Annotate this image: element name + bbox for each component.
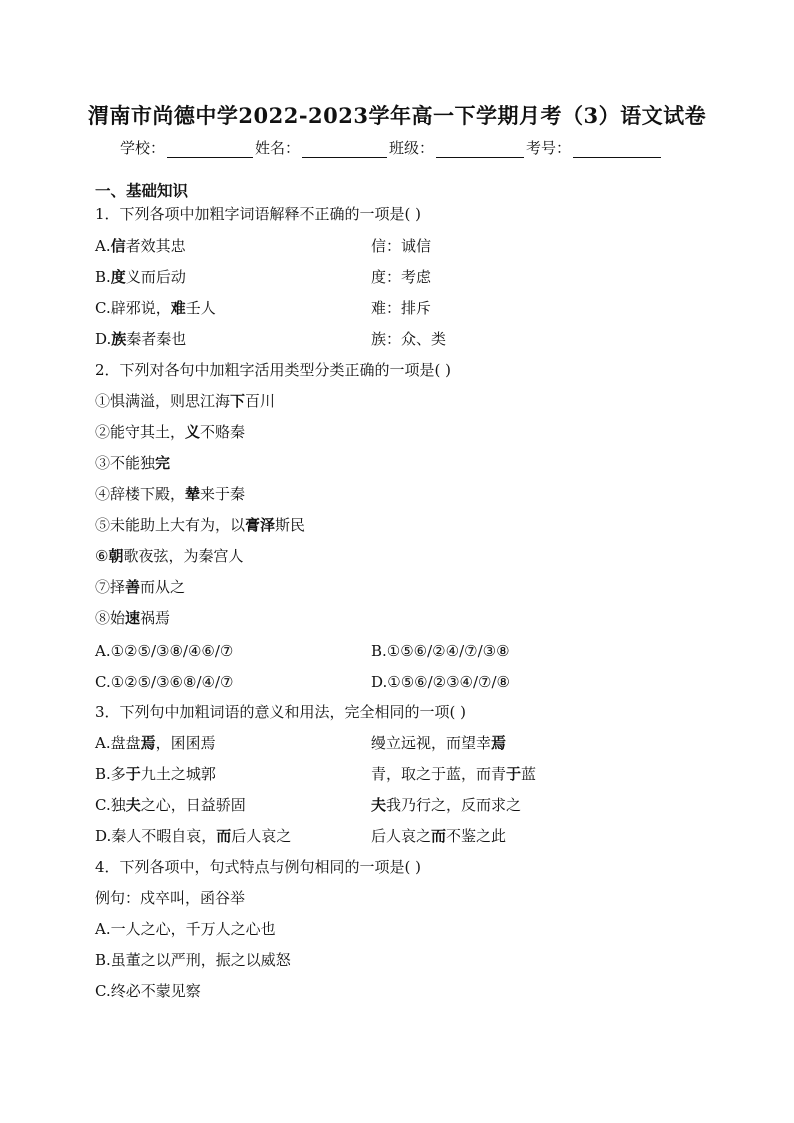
q3-option-b: B.多于九土之城郭 青，取之于蓝，而青于蓝 (95, 765, 537, 783)
q2-option-b: B.①⑤⑥/②④/⑦/③⑧ (371, 642, 510, 660)
q1-stem: 1．下列各项中加粗字词语解释不正确的一项是( ) (95, 205, 422, 223)
q2-option-d: D.①⑤⑥/②③④/⑦/⑧ (371, 673, 510, 691)
number-label: 考号： (526, 139, 572, 157)
q1-option-c: C.辟邪说，难壬人 难：排斥 (95, 299, 432, 317)
class-label: 班级： (389, 139, 435, 157)
student-info-fields (120, 137, 680, 158)
q1-option-d: D.族秦者秦也 族：众、类 (95, 330, 447, 348)
q2-options-ab (95, 640, 510, 662)
q3-option-c: C.独夫之心，日益骄固 夫我乃行之，反而求之 (95, 796, 522, 814)
q2-option-c: C.①②⑤/③⑥⑧/④/⑦ (95, 673, 234, 691)
class-blank[interactable] (436, 141, 524, 158)
q2-option-a: A.①②⑤/③⑧/④⑥/⑦ (95, 642, 234, 660)
school-blank[interactable] (167, 141, 253, 158)
q2-item: ⑥朝歌夜弦，为秦宫人 (95, 547, 244, 565)
q4-option-c: C.终必不蒙见察 (95, 982, 201, 1000)
q1-option-c-gloss: 难：排斥 (371, 299, 432, 317)
q1-option-a-gloss: 信：诚信 (371, 237, 432, 255)
q1-option-b-gloss: 度：考虑 (371, 268, 432, 286)
q2-stem: 2．下列对各句中加粗字活用类型分类正确的一项是( ) (95, 361, 452, 379)
q1-option-a: A.信者效其忠 信：诚信 (95, 237, 432, 255)
q4-stem: 4．下列各项中，句式特点与例句相同的一项是( ) (95, 858, 422, 876)
q4-example: 例句：戍卒叫，函谷举 (95, 889, 246, 907)
number-blank[interactable] (573, 141, 661, 158)
q2-options-cd (95, 671, 510, 693)
section-heading: 一、基础知识 (95, 181, 189, 200)
q2-item: ⑧始速祸焉 (95, 609, 171, 627)
q2-item: ③不能独完 (95, 454, 171, 472)
q3-stem: 3．下列句中加粗词语的意义和用法，完全相同的一项( ) (95, 703, 467, 721)
q2-item: ①惧满溢，则思江海下百川 (95, 392, 276, 410)
q1-option-d-gloss: 族：众、类 (371, 330, 447, 348)
school-label: 学校： (120, 139, 166, 157)
q4-option-b: B.虽董之以严刑，振之以威怒 (95, 951, 291, 969)
q2-item: ⑤未能助上大有为，以膏泽斯民 (95, 516, 306, 534)
name-blank[interactable] (302, 141, 387, 158)
q1-option-b: B.度义而后动 度：考虑 (95, 268, 432, 286)
q2-item: ④辞楼下殿，辇来于秦 (95, 485, 246, 503)
q4-option-a: A.一人之心，千万人之心也 (95, 920, 276, 938)
name-label: 姓名： (255, 139, 301, 157)
q3-option-a: A.盘盘焉，囷囷焉 缦立远视，而望幸焉 (95, 734, 507, 752)
q2-item: ②能守其土，义不赂秦 (95, 423, 246, 441)
exam-title: 渭南市尚德中学2022-2023学年高一下学期月考（3）语文试卷 (87, 103, 707, 128)
q2-item: ⑦择善而从之 (95, 578, 186, 596)
q3-option-d: D.秦人不暇自哀，而后人哀之 后人哀之而不鉴之此 (95, 827, 507, 845)
